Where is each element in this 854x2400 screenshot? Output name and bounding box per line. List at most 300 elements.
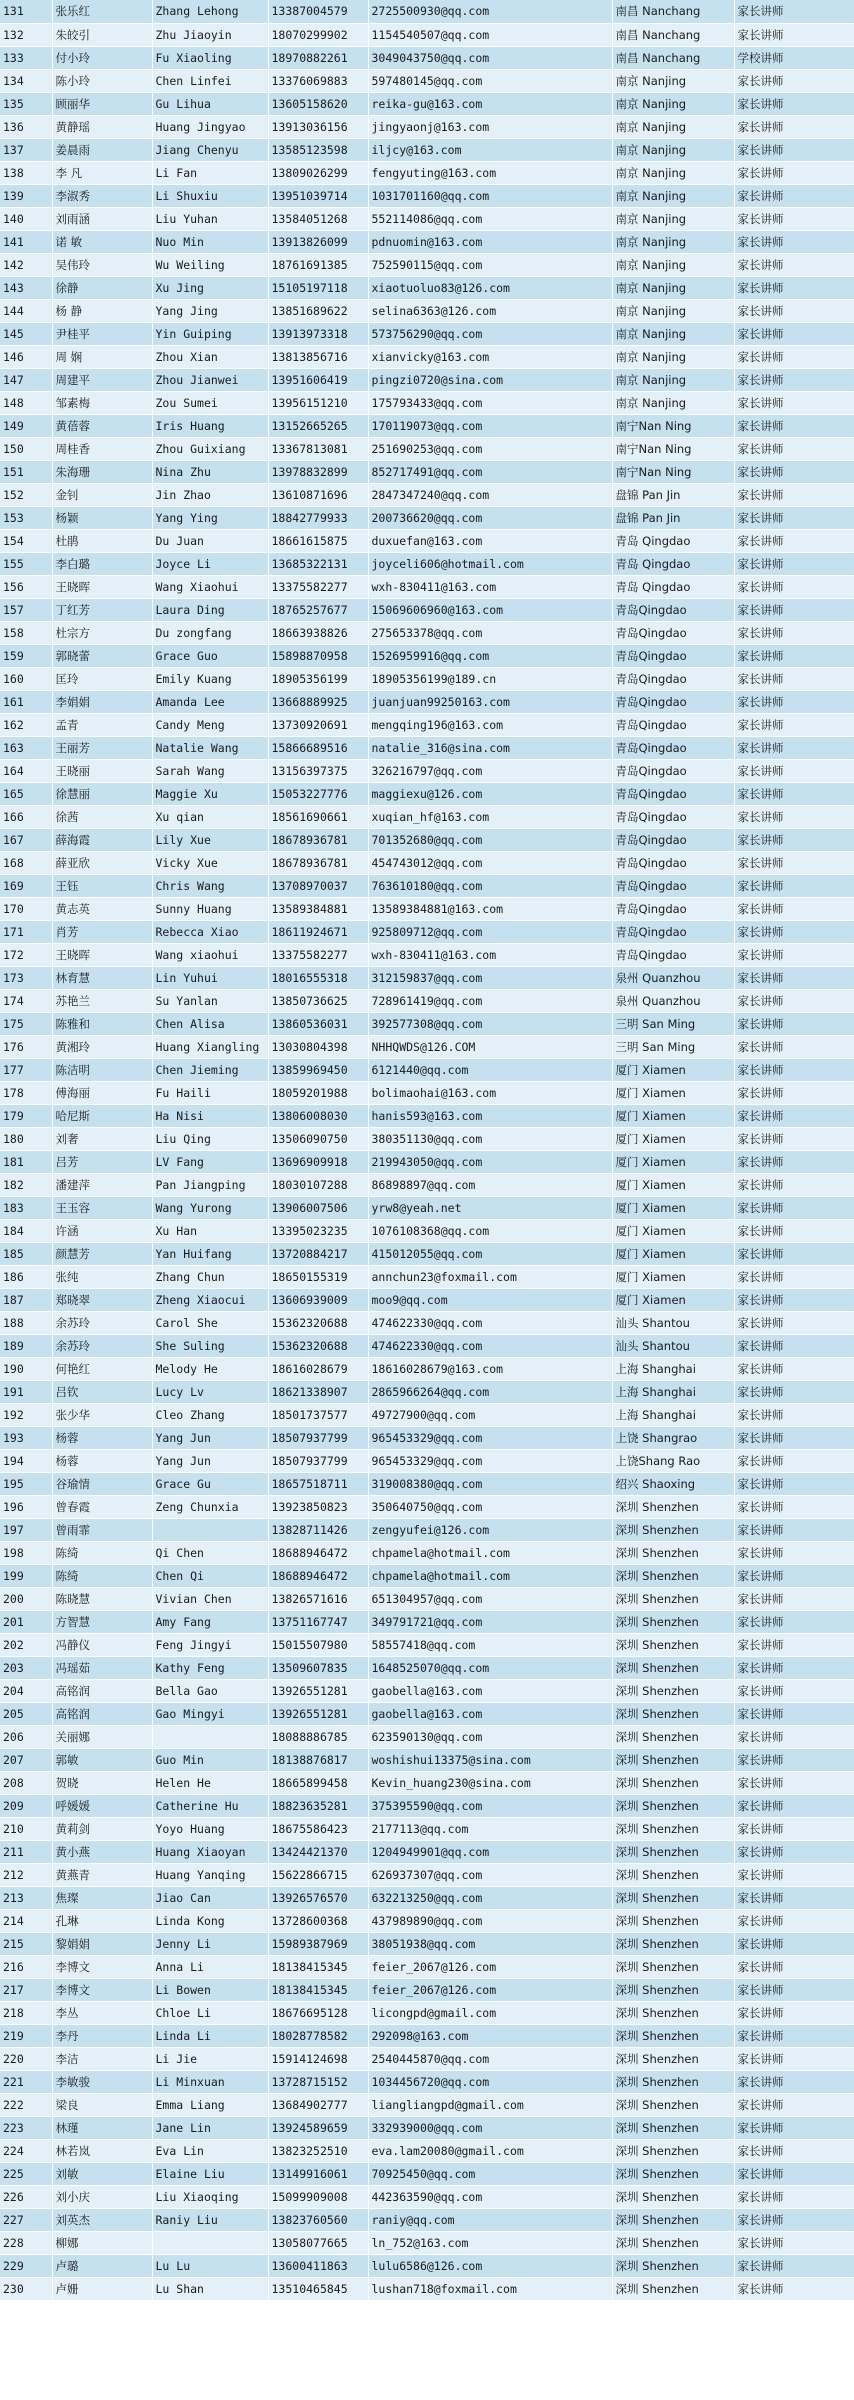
row-number-cell: 132 xyxy=(0,23,52,46)
city-cell: 南京 Nanjing xyxy=(612,138,734,161)
row-number-cell: 168 xyxy=(0,851,52,874)
lecturer-type-cell: 家长讲师 xyxy=(734,1840,854,1863)
lecturer-type-cell: 家长讲师 xyxy=(734,207,854,230)
lecturer-type-cell: 家长讲师 xyxy=(734,1311,854,1334)
phone-cell: 13375582277 xyxy=(268,575,368,598)
chinese-name-cell: 王晓晖 xyxy=(52,943,152,966)
phone-cell: 13668889925 xyxy=(268,690,368,713)
row-number-cell: 200 xyxy=(0,1587,52,1610)
email-cell: reika-gu@163.com xyxy=(368,92,612,115)
email-cell: duxuefan@163.com xyxy=(368,529,612,552)
english-name-cell: Jane Lin xyxy=(152,2116,268,2139)
email-cell: 925809712@qq.com xyxy=(368,920,612,943)
english-name-cell xyxy=(152,2231,268,2254)
row-number-cell: 136 xyxy=(0,115,52,138)
row-number-cell: 152 xyxy=(0,483,52,506)
city-cell: 深圳 Shenzhen xyxy=(612,1863,734,1886)
chinese-name-cell: 余苏玲 xyxy=(52,1311,152,1334)
table-row xyxy=(0,1702,854,1725)
city-cell: 厦门 Xiamen xyxy=(612,1288,734,1311)
chinese-name-cell: 黄静瑶 xyxy=(52,115,152,138)
lecturer-type-cell: 家长讲师 xyxy=(734,345,854,368)
lecturer-type-cell: 家长讲师 xyxy=(734,1127,854,1150)
table-row xyxy=(0,115,854,138)
email-cell: 1076108368@qq.com xyxy=(368,1219,612,1242)
table-row xyxy=(0,299,854,322)
english-name-cell: Gu Lihua xyxy=(152,92,268,115)
row-number-cell: 186 xyxy=(0,1265,52,1288)
english-name-cell: Kathy Feng xyxy=(152,1656,268,1679)
chinese-name-cell: 王玉容 xyxy=(52,1196,152,1219)
table-row xyxy=(0,713,854,736)
chinese-name-cell: 尹桂平 xyxy=(52,322,152,345)
english-name-cell: Huang Jingyao xyxy=(152,115,268,138)
email-cell: 1648525070@qq.com xyxy=(368,1656,612,1679)
row-number-cell: 131 xyxy=(0,0,52,23)
english-name-cell: Xu qian xyxy=(152,805,268,828)
email-cell: 626937307@qq.com xyxy=(368,1863,612,1886)
email-cell: 3049043750@qq.com xyxy=(368,46,612,69)
english-name-cell: Anna Li xyxy=(152,1955,268,1978)
email-cell: 349791721@qq.com xyxy=(368,1610,612,1633)
email-cell: 701352680@qq.com xyxy=(368,828,612,851)
email-cell: woshishui13375@sina.com xyxy=(368,1748,612,1771)
chinese-name-cell: 吕钦 xyxy=(52,1380,152,1403)
phone-cell: 13509607835 xyxy=(268,1656,368,1679)
lecturer-type-cell: 家长讲师 xyxy=(734,92,854,115)
chinese-name-cell: 许涵 xyxy=(52,1219,152,1242)
english-name-cell: Joyce Li xyxy=(152,552,268,575)
lecturer-type-cell: 家长讲师 xyxy=(734,621,854,644)
city-cell: 泉州 Quanzhou xyxy=(612,966,734,989)
email-cell: jingyaonj@163.com xyxy=(368,115,612,138)
phone-cell: 13913973318 xyxy=(268,322,368,345)
chinese-name-cell: 李 凡 xyxy=(52,161,152,184)
email-cell: xiaotuoluo83@126.com xyxy=(368,276,612,299)
english-name-cell: Pan Jiangping xyxy=(152,1173,268,1196)
email-cell: yrw8@yeah.net xyxy=(368,1196,612,1219)
english-name-cell: Emily Kuang xyxy=(152,667,268,690)
phone-cell: 13696909918 xyxy=(268,1150,368,1173)
lecturer-type-cell: 家长讲师 xyxy=(734,1702,854,1725)
table-row xyxy=(0,1955,854,1978)
lecturer-type-cell: 家长讲师 xyxy=(734,805,854,828)
english-name-cell: Natalie Wang xyxy=(152,736,268,759)
english-name-cell: Raniy Liu xyxy=(152,2208,268,2231)
city-cell: 深圳 Shenzhen xyxy=(612,1610,734,1633)
english-name-cell: Yang Ying xyxy=(152,506,268,529)
city-cell: 深圳 Shenzhen xyxy=(612,1564,734,1587)
city-cell: 青岛Qingdao xyxy=(612,736,734,759)
english-name-cell: Zhou Jianwei xyxy=(152,368,268,391)
city-cell: 南昌 Nanchang xyxy=(612,23,734,46)
city-cell: 青岛Qingdao xyxy=(612,782,734,805)
english-name-cell: Laura Ding xyxy=(152,598,268,621)
phone-cell: 18761691385 xyxy=(268,253,368,276)
city-cell: 深圳 Shenzhen xyxy=(612,1633,734,1656)
phone-cell: 13506090750 xyxy=(268,1127,368,1150)
phone-cell: 13030804398 xyxy=(268,1035,368,1058)
email-cell: 392577308@qq.com xyxy=(368,1012,612,1035)
email-cell: 2865966264@qq.com xyxy=(368,1380,612,1403)
email-cell: 58557418@qq.com xyxy=(368,1633,612,1656)
lecturer-type-cell: 家长讲师 xyxy=(734,437,854,460)
phone-cell: 13720884217 xyxy=(268,1242,368,1265)
email-cell: 623590130@qq.com xyxy=(368,1725,612,1748)
row-number-cell: 208 xyxy=(0,1771,52,1794)
table-row xyxy=(0,2254,854,2277)
email-cell: 1154540507@qq.com xyxy=(368,23,612,46)
phone-cell: 15898870958 xyxy=(268,644,368,667)
row-number-cell: 215 xyxy=(0,1932,52,1955)
email-cell: gaobella@163.com xyxy=(368,1679,612,1702)
city-cell: 深圳 Shenzhen xyxy=(612,1518,734,1541)
chinese-name-cell: 郭晓蕾 xyxy=(52,644,152,667)
phone-cell: 13585123598 xyxy=(268,138,368,161)
chinese-name-cell: 林若岚 xyxy=(52,2139,152,2162)
chinese-name-cell: 潘建萍 xyxy=(52,1173,152,1196)
lecturer-type-cell: 家长讲师 xyxy=(734,575,854,598)
email-cell: 442363590@qq.com xyxy=(368,2185,612,2208)
phone-cell: 18676695128 xyxy=(268,2001,368,2024)
city-cell: 青岛 Qingdao xyxy=(612,575,734,598)
city-cell: 南昌 Nanchang xyxy=(612,0,734,23)
phone-cell: 13058077665 xyxy=(268,2231,368,2254)
phone-cell: 13610871696 xyxy=(268,483,368,506)
table-row xyxy=(0,184,854,207)
lecturer-type-cell: 家长讲师 xyxy=(734,1541,854,1564)
english-name-cell: Zou Sumei xyxy=(152,391,268,414)
lecturer-type-cell: 家长讲师 xyxy=(734,276,854,299)
phone-cell: 13375582277 xyxy=(268,943,368,966)
city-cell: 南昌 Nanchang xyxy=(612,46,734,69)
email-cell: 2177113@qq.com xyxy=(368,1817,612,1840)
chinese-name-cell: 孔琳 xyxy=(52,1909,152,1932)
table-row xyxy=(0,483,854,506)
email-cell: lushan718@foxmail.com xyxy=(368,2277,612,2300)
english-name-cell: Li Fan xyxy=(152,161,268,184)
lecturer-type-cell: 家长讲师 xyxy=(734,391,854,414)
table-row xyxy=(0,1587,854,1610)
phone-cell: 13156397375 xyxy=(268,759,368,782)
lecturer-type-cell: 家长讲师 xyxy=(734,1587,854,1610)
table-row xyxy=(0,2070,854,2093)
chinese-name-cell: 杨 静 xyxy=(52,299,152,322)
lecturer-type-cell: 家长讲师 xyxy=(734,1449,854,1472)
table-row xyxy=(0,621,854,644)
phone-cell: 18138415345 xyxy=(268,1955,368,1978)
table-row xyxy=(0,2093,854,2116)
lecturer-type-cell: 家长讲师 xyxy=(734,1081,854,1104)
city-cell: 厦门 Xiamen xyxy=(612,1242,734,1265)
city-cell: 青岛Qingdao xyxy=(612,805,734,828)
city-cell: 厦门 Xiamen xyxy=(612,1058,734,1081)
chinese-name-cell: 陈洁明 xyxy=(52,1058,152,1081)
phone-cell: 13851689622 xyxy=(268,299,368,322)
phone-cell: 13926576570 xyxy=(268,1886,368,1909)
city-cell: 南京 Nanjing xyxy=(612,69,734,92)
english-name-cell: Qi Chen xyxy=(152,1541,268,1564)
email-cell: feier_2067@126.com xyxy=(368,1978,612,2001)
city-cell: 深圳 Shenzhen xyxy=(612,2208,734,2231)
english-name-cell: Ha Nisi xyxy=(152,1104,268,1127)
email-cell: 319008380@qq.com xyxy=(368,1472,612,1495)
lecturer-type-cell: 家长讲师 xyxy=(734,1196,854,1219)
chinese-name-cell: 薛海霞 xyxy=(52,828,152,851)
row-number-cell: 209 xyxy=(0,1794,52,1817)
chinese-name-cell: 卢璐 xyxy=(52,2254,152,2277)
row-number-cell: 147 xyxy=(0,368,52,391)
english-name-cell: Gao Mingyi xyxy=(152,1702,268,1725)
phone-cell: 18650155319 xyxy=(268,1265,368,1288)
table-row xyxy=(0,1081,854,1104)
phone-cell: 18138876817 xyxy=(268,1748,368,1771)
lecturer-type-cell: 家长讲师 xyxy=(734,115,854,138)
table-row xyxy=(0,1380,854,1403)
email-cell: liangliangpd@gmail.com xyxy=(368,2093,612,2116)
table-row xyxy=(0,897,854,920)
chinese-name-cell: 刘小庆 xyxy=(52,2185,152,2208)
row-number-cell: 181 xyxy=(0,1150,52,1173)
city-cell: 深圳 Shenzhen xyxy=(612,2093,734,2116)
email-cell: Kevin_huang230@sina.com xyxy=(368,1771,612,1794)
english-name-cell: Jiao Can xyxy=(152,1886,268,1909)
english-name-cell: Amanda Lee xyxy=(152,690,268,713)
table-row xyxy=(0,1748,854,1771)
phone-cell: 18507937799 xyxy=(268,1449,368,1472)
chinese-name-cell: 李博文 xyxy=(52,1978,152,2001)
english-name-cell xyxy=(152,1725,268,1748)
row-number-cell: 191 xyxy=(0,1380,52,1403)
table-row xyxy=(0,1104,854,1127)
email-cell: 728961419@qq.com xyxy=(368,989,612,1012)
city-cell: 深圳 Shenzhen xyxy=(612,2277,734,2300)
email-cell: 2540445870@qq.com xyxy=(368,2047,612,2070)
city-cell: 上海 Shanghai xyxy=(612,1403,734,1426)
city-cell: 青岛Qingdao xyxy=(612,943,734,966)
english-name-cell: Xu Han xyxy=(152,1219,268,1242)
email-cell: 1031701160@qq.com xyxy=(368,184,612,207)
phone-cell: 13809026299 xyxy=(268,161,368,184)
table-row xyxy=(0,1173,854,1196)
chinese-name-cell: 付小玲 xyxy=(52,46,152,69)
table-row xyxy=(0,1334,854,1357)
english-name-cell: Nina Zhu xyxy=(152,460,268,483)
row-number-cell: 149 xyxy=(0,414,52,437)
chinese-name-cell: 陈绮 xyxy=(52,1564,152,1587)
english-name-cell: Huang Yanqing xyxy=(152,1863,268,1886)
city-cell: 南宁Nan Ning xyxy=(612,460,734,483)
phone-cell: 15053227776 xyxy=(268,782,368,805)
email-cell: 251690253@qq.com xyxy=(368,437,612,460)
phone-cell: 18138415345 xyxy=(268,1978,368,2001)
row-number-cell: 150 xyxy=(0,437,52,460)
lecturer-type-cell: 家长讲师 xyxy=(734,1035,854,1058)
lecturer-type-cell: 家长讲师 xyxy=(734,1932,854,1955)
city-cell: 深圳 Shenzhen xyxy=(612,1886,734,1909)
phone-cell: 13367813081 xyxy=(268,437,368,460)
lecturer-type-cell: 家长讲师 xyxy=(734,1725,854,1748)
phone-cell: 15105197118 xyxy=(268,276,368,299)
english-name-cell: Amy Fang xyxy=(152,1610,268,1633)
email-cell: juanjuan99250163.com xyxy=(368,690,612,713)
row-number-cell: 137 xyxy=(0,138,52,161)
lecturer-type-cell: 家长讲师 xyxy=(734,1357,854,1380)
lecturer-type-cell: 家长讲师 xyxy=(734,322,854,345)
email-cell: wxh-830411@163.com xyxy=(368,575,612,598)
lecturer-type-cell: 家长讲师 xyxy=(734,1380,854,1403)
english-name-cell: Chen Qi xyxy=(152,1564,268,1587)
chinese-name-cell: 关丽娜 xyxy=(52,1725,152,1748)
english-name-cell: Yang Jun xyxy=(152,1426,268,1449)
table-row xyxy=(0,1058,854,1081)
table-row xyxy=(0,989,854,1012)
row-number-cell: 183 xyxy=(0,1196,52,1219)
row-number-cell: 219 xyxy=(0,2024,52,2047)
lecturer-type-cell: 家长讲师 xyxy=(734,1564,854,1587)
row-number-cell: 174 xyxy=(0,989,52,1012)
english-name-cell: Zheng Xiaocui xyxy=(152,1288,268,1311)
table-row xyxy=(0,506,854,529)
row-number-cell: 165 xyxy=(0,782,52,805)
table-row xyxy=(0,529,854,552)
english-name-cell: Zeng Chunxia xyxy=(152,1495,268,1518)
email-cell: 2847347240@qq.com xyxy=(368,483,612,506)
phone-cell: 13859969450 xyxy=(268,1058,368,1081)
phone-cell: 15989387969 xyxy=(268,1932,368,1955)
row-number-cell: 205 xyxy=(0,1702,52,1725)
phone-cell: 18970882261 xyxy=(268,46,368,69)
lecturer-type-cell: 家长讲师 xyxy=(734,2070,854,2093)
phone-cell: 13605158620 xyxy=(268,92,368,115)
phone-cell: 18688946472 xyxy=(268,1564,368,1587)
chinese-name-cell: 黄蓓蓉 xyxy=(52,414,152,437)
row-number-cell: 160 xyxy=(0,667,52,690)
row-number-cell: 199 xyxy=(0,1564,52,1587)
phone-cell: 18611924671 xyxy=(268,920,368,943)
email-cell: 415012055@qq.com xyxy=(368,1242,612,1265)
row-number-cell: 218 xyxy=(0,2001,52,2024)
lecturer-type-cell: 家长讲师 xyxy=(734,138,854,161)
phone-cell: 13584051268 xyxy=(268,207,368,230)
phone-cell: 13956151210 xyxy=(268,391,368,414)
lecturer-type-cell: 家长讲师 xyxy=(734,1242,854,1265)
english-name-cell: Yin Guiping xyxy=(152,322,268,345)
table-row xyxy=(0,69,854,92)
lecturer-type-cell: 家长讲师 xyxy=(734,1955,854,1978)
row-number-cell: 172 xyxy=(0,943,52,966)
chinese-name-cell: 孟青 xyxy=(52,713,152,736)
lecturer-type-cell: 家长讲师 xyxy=(734,2001,854,2024)
lecturer-type-cell: 家长讲师 xyxy=(734,552,854,575)
lecturer-type-cell: 家长讲师 xyxy=(734,989,854,1012)
table-row xyxy=(0,1035,854,1058)
chinese-name-cell: 谷瑜情 xyxy=(52,1472,152,1495)
city-cell: 深圳 Shenzhen xyxy=(612,1909,734,1932)
lecturer-type-cell: 家长讲师 xyxy=(734,368,854,391)
lecturer-type-cell: 家长讲师 xyxy=(734,1472,854,1495)
table-row xyxy=(0,92,854,115)
city-cell: 深圳 Shenzhen xyxy=(612,2139,734,2162)
phone-cell: 18501737577 xyxy=(268,1403,368,1426)
table-row xyxy=(0,1150,854,1173)
row-number-cell: 217 xyxy=(0,1978,52,2001)
lecturer-type-cell: 家长讲师 xyxy=(734,1288,854,1311)
chinese-name-cell: 徐茜 xyxy=(52,805,152,828)
city-cell: 南京 Nanjing xyxy=(612,276,734,299)
table-row xyxy=(0,667,854,690)
english-name-cell: Lily Xue xyxy=(152,828,268,851)
chinese-name-cell: 郑晓翠 xyxy=(52,1288,152,1311)
email-cell: 1526959916@qq.com xyxy=(368,644,612,667)
lecturer-type-cell: 家长讲师 xyxy=(734,1334,854,1357)
chinese-name-cell: 姜晨雨 xyxy=(52,138,152,161)
row-number-cell: 176 xyxy=(0,1035,52,1058)
lecturer-type-cell: 家长讲师 xyxy=(734,2185,854,2208)
phone-cell: 18016555318 xyxy=(268,966,368,989)
phone-cell: 13913036156 xyxy=(268,115,368,138)
email-cell: eva.lam20080@gmail.com xyxy=(368,2139,612,2162)
table-row xyxy=(0,2208,854,2231)
row-number-cell: 213 xyxy=(0,1886,52,1909)
phone-cell: 18028778582 xyxy=(268,2024,368,2047)
phone-cell: 13424421370 xyxy=(268,1840,368,1863)
email-cell: pingzi0720@sina.com xyxy=(368,368,612,391)
row-number-cell: 223 xyxy=(0,2116,52,2139)
phone-cell: 13913826099 xyxy=(268,230,368,253)
row-number-cell: 133 xyxy=(0,46,52,69)
phone-cell: 13510465845 xyxy=(268,2277,368,2300)
english-name-cell: LV Fang xyxy=(152,1150,268,1173)
lecturer-type-cell: 家长讲师 xyxy=(734,713,854,736)
lecturer-type-cell: 家长讲师 xyxy=(734,184,854,207)
city-cell: 深圳 Shenzhen xyxy=(612,1932,734,1955)
lecturer-type-cell: 家长讲师 xyxy=(734,1679,854,1702)
lecturer-type-cell: 家长讲师 xyxy=(734,1794,854,1817)
row-number-cell: 207 xyxy=(0,1748,52,1771)
email-cell: 965453329@qq.com xyxy=(368,1426,612,1449)
city-cell: 深圳 Shenzhen xyxy=(612,1748,734,1771)
city-cell: 深圳 Shenzhen xyxy=(612,2162,734,2185)
phone-cell: 13951606419 xyxy=(268,368,368,391)
phone-cell: 15362320688 xyxy=(268,1311,368,1334)
phone-cell: 13730920691 xyxy=(268,713,368,736)
table-row xyxy=(0,1012,854,1035)
email-cell: 1034456720@qq.com xyxy=(368,2070,612,2093)
phone-cell: 13395023235 xyxy=(268,1219,368,1242)
chinese-name-cell: 吴伟玲 xyxy=(52,253,152,276)
city-cell: 上饶 Shangrao xyxy=(612,1426,734,1449)
table-row xyxy=(0,1495,854,1518)
table-row xyxy=(0,1288,854,1311)
city-cell: 南京 Nanjing xyxy=(612,322,734,345)
row-number-cell: 151 xyxy=(0,460,52,483)
chinese-name-cell: 刘敏 xyxy=(52,2162,152,2185)
chinese-name-cell: 曾雨霏 xyxy=(52,1518,152,1541)
table-row xyxy=(0,1518,854,1541)
chinese-name-cell: 李白璐 xyxy=(52,552,152,575)
email-cell: feier_2067@126.com xyxy=(368,1955,612,1978)
email-cell: mengqing196@163.com xyxy=(368,713,612,736)
row-number-cell: 163 xyxy=(0,736,52,759)
chinese-name-cell: 薛亚欣 xyxy=(52,851,152,874)
city-cell: 青岛Qingdao xyxy=(612,713,734,736)
table-row xyxy=(0,207,854,230)
city-cell: 深圳 Shenzhen xyxy=(612,2185,734,2208)
chinese-name-cell: 黄志英 xyxy=(52,897,152,920)
table-row xyxy=(0,1311,854,1334)
lecturer-type-cell: 家长讲师 xyxy=(734,1748,854,1771)
